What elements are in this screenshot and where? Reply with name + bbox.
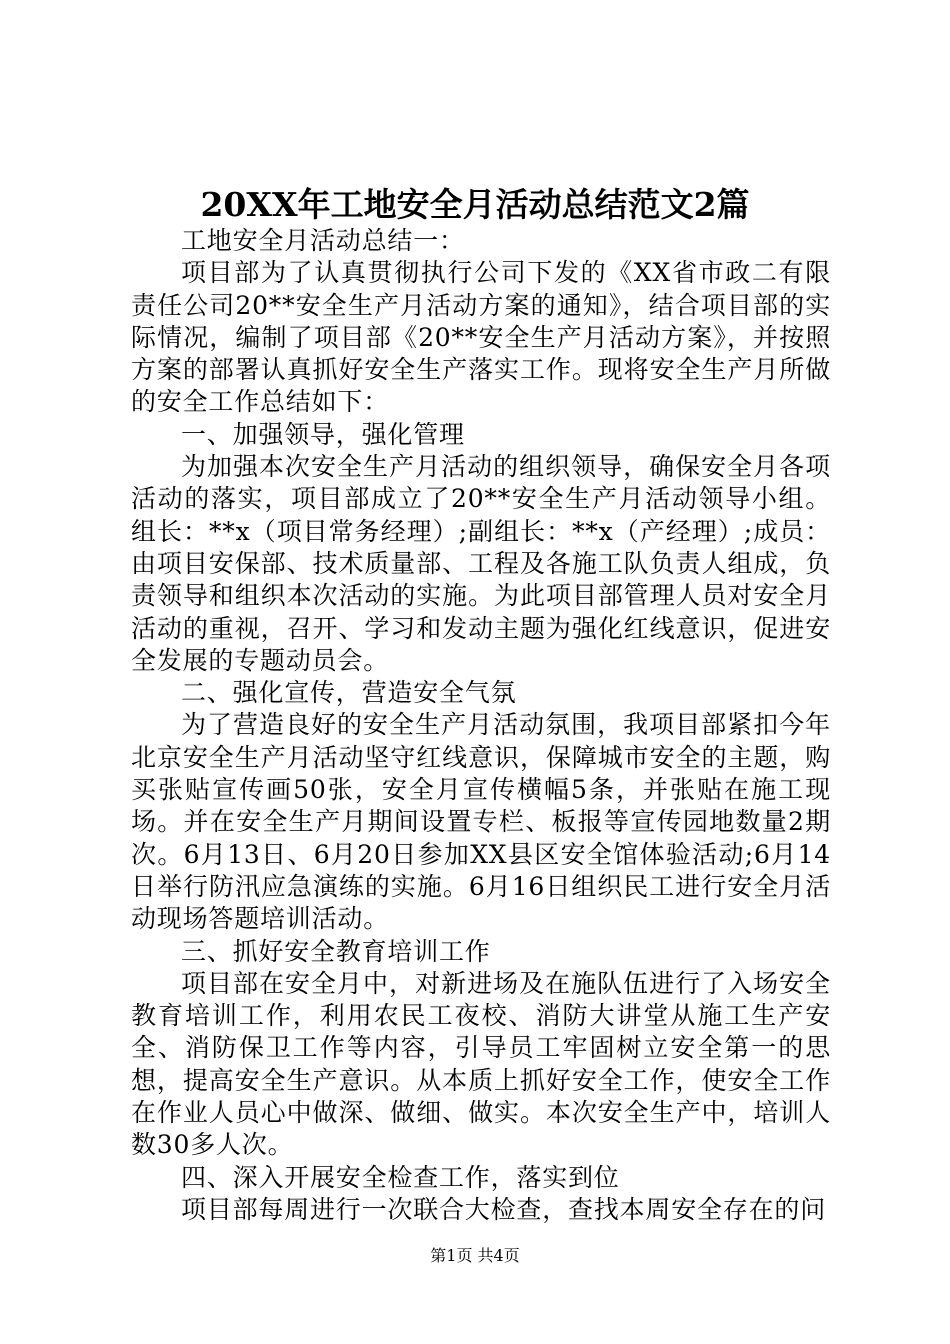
- document-body: [131, 225, 831, 1226]
- paragraph: 为加强本次安全生产月活动的组织领导，确保安全月各项活动的落实，项目部成立了20**安全生产月活动领导小组。组长：**x（项目常务经理）;副组长：**x（产经理）;成员：由项目安保部、技术质量部、工程及各施工队负责人组成，负责领导和组织本次活动的实施。为此项目部管理人员对安全月活动的重视，召开、学习和发动主题为强化红线意识，促进安全发展的专题动员会。: [131, 452, 831, 675]
- section-heading: 三、抓好安全教育培训工作: [181, 936, 491, 966]
- document-title: 20XX年工地安全月活动总结范文2篇: [200, 185, 750, 224]
- section-heading: 四、深入开展安全检查工作，落实到位: [181, 1162, 620, 1192]
- section-heading: 二、强化宣传，营造安全气氛: [181, 678, 517, 708]
- page-footer: 第1页 共4页: [430, 1246, 520, 1265]
- section-heading: 一、加强领导，强化管理: [181, 419, 465, 449]
- section-intro: 工地安全月活动总结一：: [181, 226, 465, 255]
- paragraph: 项目部为了认真贯彻执行公司下发的《XX省市政二有限责任公司20**安全生产月活动方案的通知》，结合项目部的实际情况，编制了项目部《20**安全生产月活动方案》，并按照方案的部署认真抓好安全生产落实工作。现将安全生产月所做的安全工作总结如下：: [131, 258, 831, 417]
- paragraph: 项目部每周进行一次联合大检查，查找本周安全存在的问: [181, 1194, 827, 1224]
- paragraph: 项目部在安全月中，对新进场及在施队伍进行了入场安全教育培训工作，利用农民工夜校、消防大讲堂从施工生产安全、消防保卫工作等内容，引导员工牢固树立安全第一的思想，提高安全生产意识。从本质上抓好安全工作，使安全工作在作业人员心中做深、做细、做实。本次安全生产中，培训人数30多人次。: [131, 968, 831, 1160]
- paragraph: 为了营造良好的安全生产月活动氛围，我项目部紧扣今年北京安全生产月活动坚守红线意识，保障城市安全的主题，购买张贴宣传画50张，安全月宣传横幅5条，并张贴在施工现场。并在安全生产月期间设置专栏、板报等宣传园地数量2期次。6月13日、6月20日参加XX县区安全馆体验活动;6月14日举行防汛应急演练的实施。6月16日组织民工进行安全月活动现场答题培训活动。: [131, 710, 831, 934]
